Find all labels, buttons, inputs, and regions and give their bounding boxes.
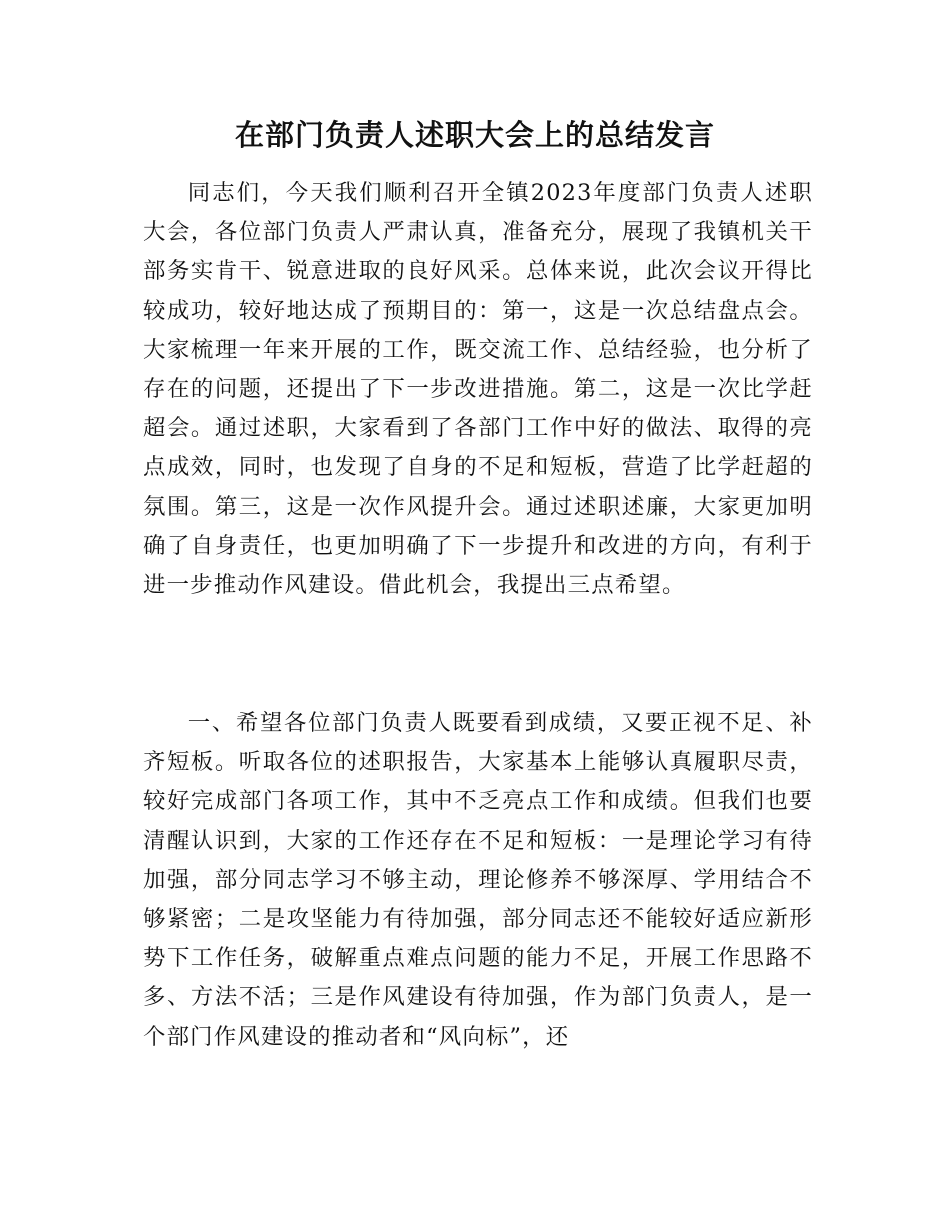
body-paragraph-2: 一、希望各位部门负责人既要看到成绩，又要正视不足、补齐短板。听取各位的述职报告，大家基本上能够认真履职尽责，较好完成部门各项工作，其中不乏亮点工作和成绩。但我们也要清醒认识到，大家的工作还存在不足和短板：一是理论学习有待加强，部分同志学习不够主动，理论修养不够深厚、学用结合不够紧密；二是攻坚能力有待加强，部分同志还不能较好适应新形势下工作任务，破解重点难点问题的能力不足，开展工作思路不多、方法不活；三是作风建设有待加强，作为部门负责人，是一个部门作风建设的推动者和“风向标”，还 [143, 710, 813, 1050]
body-paragraph-1: 同志们，今天我们顺利召开全镇2023年度部门负责人述职大会，各位部门负责人严肃认真，准备充分，展现了我镇机关干部务实肯干、锐意进取的良好风采。总体来说，此次会议开得比较成功，较好地达成了预期目的：第一，这是一次总结盘点会。大家梳理一年来开展的工作，既交流工作、总结经验，也分析了存在的问题，还提出了下一步改进措施。第二，这是一次比学赶超会。通过述职，大家看到了各部门工作中好的做法、取得的亮点成效，同时，也发现了自身的不足和短板，营造了比学赶超的氛围。第三，这是一次作风提升会。通过述职述廉，大家更加明确了自身责任，也更加明确了下一步提升和改进的方向，有利于进一步推动作风建设。借此机会，我提出三点希望。 [143, 180, 813, 599]
document-title: 在部门负责人述职大会上的总结发言 [234, 118, 715, 152]
